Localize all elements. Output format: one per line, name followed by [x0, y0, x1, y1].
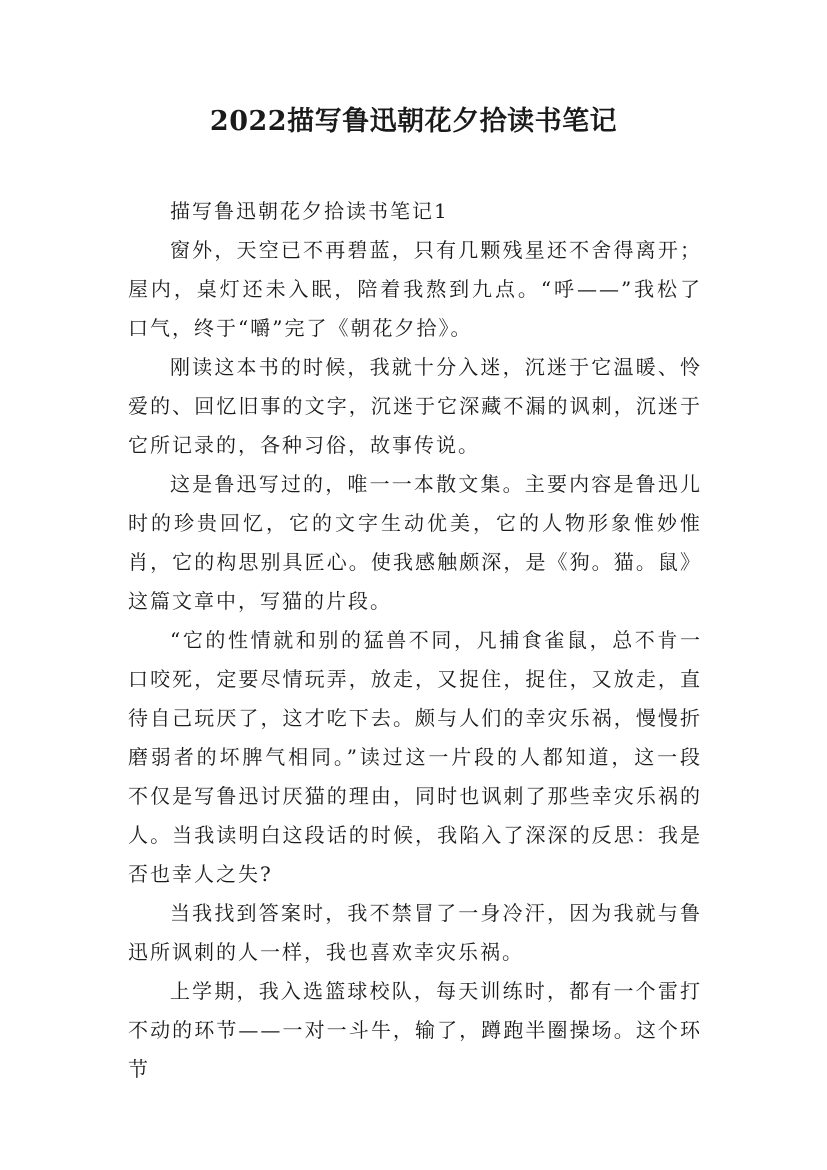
paragraph: 这是鲁迅写过的，唯一一本散文集。主要内容是鲁迅儿时的珍贵回忆，它的文字生动优美，它的人物形象惟妙惟肖，它的构思别具匠心。使我感触颇深，是《狗。猫。鼠》这篇文章中，写猫的片段。	[128, 472, 702, 613]
paragraph: 上学期，我入选篮球校队，每天训练时，都有一个雷打不动的环节——一对一斗牛，输了，蹲跑半圈操场。这个环节	[128, 979, 702, 1081]
paragraph: 窗外，天空已不再碧蓝，只有几颗残星还不舍得离开；屋内，桌灯还未入眠，陪着我熬到九点。“呼——”我松了口气，终于“嚼”完了《朝花夕拾》。	[128, 238, 702, 340]
paragraph: “它的性情就和别的猛兽不同，凡捕食雀鼠，总不肯一口咬死，定要尽情玩弄，放走，又捉住，捉住，又放走，直待自己玩厌了，这才吃下去。颇与人们的幸灾乐祸，慢慢折磨弱者的坏脾气相同。”读过这一片段的人都知道，这一段不仅是写鲁迅讨厌猫的理由，同时也讽刺了那些幸灾乐祸的人。当我读明白这段话的时候，我陷入了深深的反思：我是否也幸人之失?	[128, 628, 702, 886]
document-body	[128, 192, 702, 1089]
paragraph: 刚读这本书的时候，我就十分入迷，沉迷于它温暖、怜爱的、回忆旧事的文字，沉迷于它深藏不漏的讽刺，沉迷于它所记录的，各种习俗，故事传说。	[128, 355, 702, 457]
document-title: 2022描写鲁迅朝花夕拾读书笔记	[209, 106, 618, 137]
section-heading: 描写鲁迅朝花夕拾读书笔记1	[170, 199, 449, 223]
paragraph: 当我找到答案时，我不禁冒了一身冷汗，因为我就与鲁迅所讽刺的人一样，我也喜欢幸灾乐祸。	[128, 901, 702, 964]
